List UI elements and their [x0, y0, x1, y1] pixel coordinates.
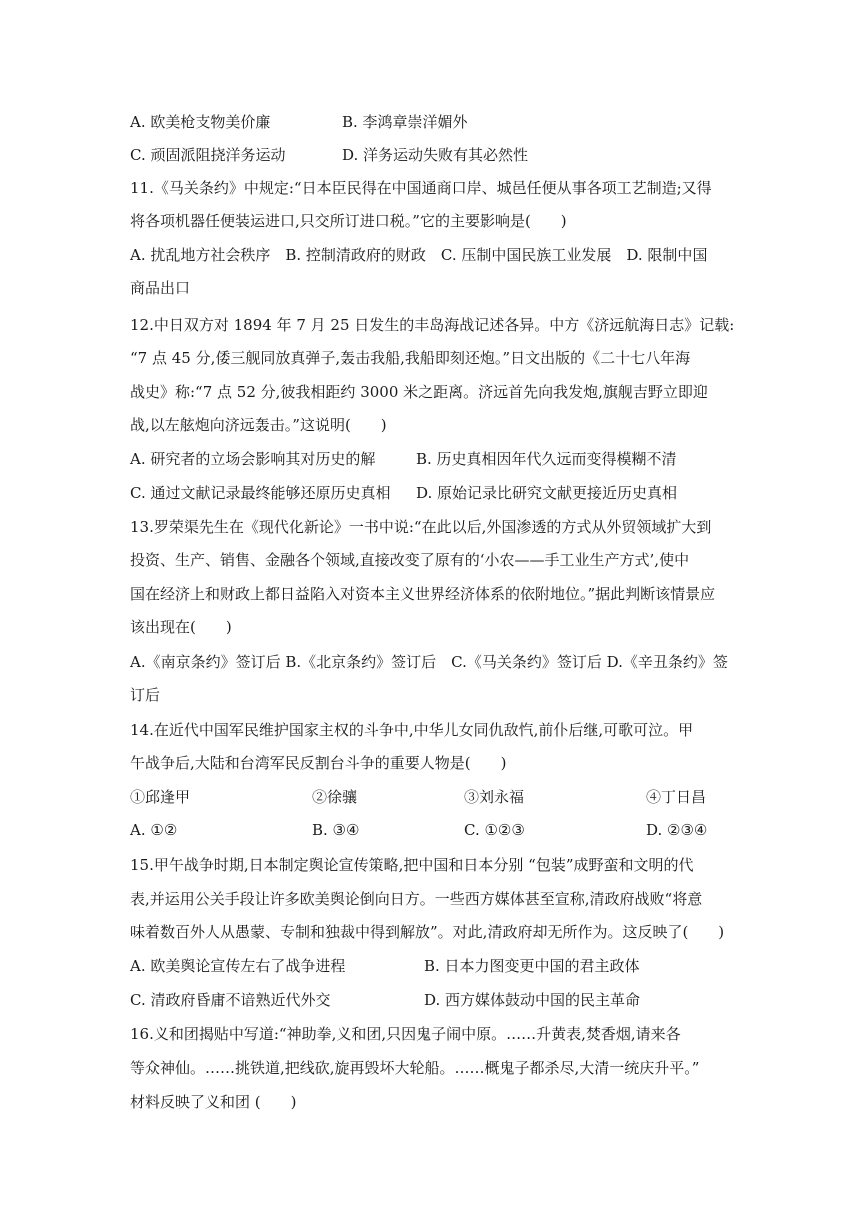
- q16-stem-line-3: 材料反映了义和团 ( ): [130, 1093, 297, 1111]
- q15-stem-line-2: 表,并运用公关手段让许多欧美舆论倒向日方。一些西方媒体甚至宣称,清政府战败“将意: [130, 890, 703, 908]
- q14-option-c: C. ①②③: [464, 821, 525, 839]
- q13-options-line-1: A.《南京条约》签订后 B.《北京条约》签订后 C.《马关条约》签订后 D.《辛丑条约》签: [130, 653, 728, 671]
- q12-option-c: C. 通过文献记录最终能够还原历史真相: [130, 484, 391, 502]
- q12-stem-line-3: 战史》称:“7 点 52 分,彼我相距约 3000 米之距离。济远首先向我发炮,旗舰吉野立即迎: [130, 383, 708, 401]
- q13-stem-line-1: 13.罗荣渠先生在《现代化新论》一书中说:“在此以后,外国渗透的方式从外贸领域扩大到: [130, 518, 712, 536]
- q14-item-4: ④丁日昌: [646, 788, 707, 806]
- q12-stem-line-4: 战,以左舷炮向济远轰击。”这说明( ): [130, 416, 387, 434]
- q12-option-a: A. 研究者的立场会影响其对历史的解: [130, 450, 376, 468]
- q14-option-d: D. ②③④: [646, 821, 708, 839]
- q15-option-c: C. 清政府昏庸不谙熟近代外交: [130, 991, 331, 1009]
- q11-options-line-1: A. 扰乱地方社会秩序 B. 控制清政府的财政 C. 压制中国民族工业发展 D. 限制中国: [130, 246, 708, 264]
- q13-stem-line-4: 该出现在( ): [130, 618, 232, 636]
- q14-item-3: ③刘永福: [464, 788, 525, 806]
- q14-item-2: ②徐骧: [312, 788, 358, 806]
- q11-stem-line-2: 将各项机器任便装运进口,只交所订进口税。”它的主要影响是( ): [130, 212, 567, 230]
- q12-stem-line-2: “7 点 45 分,倭三舰同放真弹子,轰击我船,我船即刻还炮。”日文出版的《二十七八年海: [130, 349, 691, 367]
- q15-option-a: A. 欧美舆论宣传左右了战争进程: [130, 957, 346, 975]
- q12-option-b: B. 历史真相因年代久远而变得模糊不清: [416, 450, 677, 468]
- q15-option-d: D. 西方媒体鼓动中国的民主革命: [424, 991, 641, 1009]
- q14-stem-line-1: 14.在近代中国军民维护国家主权的斗争中,中华儿女同仇敌忾,前仆后继,可歌可泣。甲: [130, 721, 694, 739]
- q14-option-b: B. ③④: [312, 821, 360, 839]
- q10-option-a: A. 欧美枪支物美价廉: [130, 113, 271, 131]
- q13-stem-line-3: 国在经济上和财政上都日益陷入对资本主义世界经济体系的依附地位。”据此判断该情景应: [130, 585, 716, 603]
- q14-stem-line-2: 午战争后,大陆和台湾军民反割台斗争的重要人物是( ): [130, 754, 507, 772]
- q15-stem-line-3: 味着数百外人从愚蒙、专制和独裁中得到解放”。对此,清政府却无所作为。这反映了( ): [130, 923, 725, 941]
- q12-option-d: D. 原始记录比研究文献更接近历史真相: [416, 484, 678, 502]
- q15-stem-line-1: 15.甲午战争时期,日本制定舆论宣传策略,把中国和日本分别 “包装”成野蛮和文明的代: [130, 856, 694, 874]
- q10-option-b: B. 李鸿章崇洋媚外: [342, 113, 468, 131]
- q11-stem-line-1: 11.《马关条约》中规定:“日本臣民得在中国通商口岸、城邑任便从事各项工艺制造;又得: [130, 179, 712, 197]
- q10-option-c: C. 顽固派阻挠洋务运动: [130, 146, 286, 164]
- q16-stem-line-1: 16.义和团揭贴中写道:“神助拳,义和团,只因鬼子闹中原。……升黄表,焚香烟,请来各: [130, 1025, 681, 1043]
- q14-option-a: A. ①②: [130, 821, 178, 839]
- q10-option-d: D. 洋务运动失败有其必然性: [342, 146, 529, 164]
- q13-stem-line-2: 投资、生产、销售、金融各个领域,直接改变了原有的‘小农——手工业生产方式’,使中: [130, 551, 690, 569]
- q11-options-line-2: 商品出口: [130, 279, 191, 297]
- q13-options-line-2: 订后: [130, 686, 161, 704]
- q15-option-b: B. 日本力图变更中国的君主政体: [424, 957, 640, 975]
- q14-item-1: ①邱逢甲: [130, 788, 191, 806]
- q12-stem-line-1: 12.中日双方对 1894 年 7 月 25 日发生的丰岛海战记述各异。中方《济远航海日志》记载:: [130, 316, 735, 334]
- q16-stem-line-2: 等众神仙。……挑铁道,把线砍,旋再毁坏大轮船。……概鬼子都杀尽,大清一统庆升平。”: [130, 1059, 700, 1077]
